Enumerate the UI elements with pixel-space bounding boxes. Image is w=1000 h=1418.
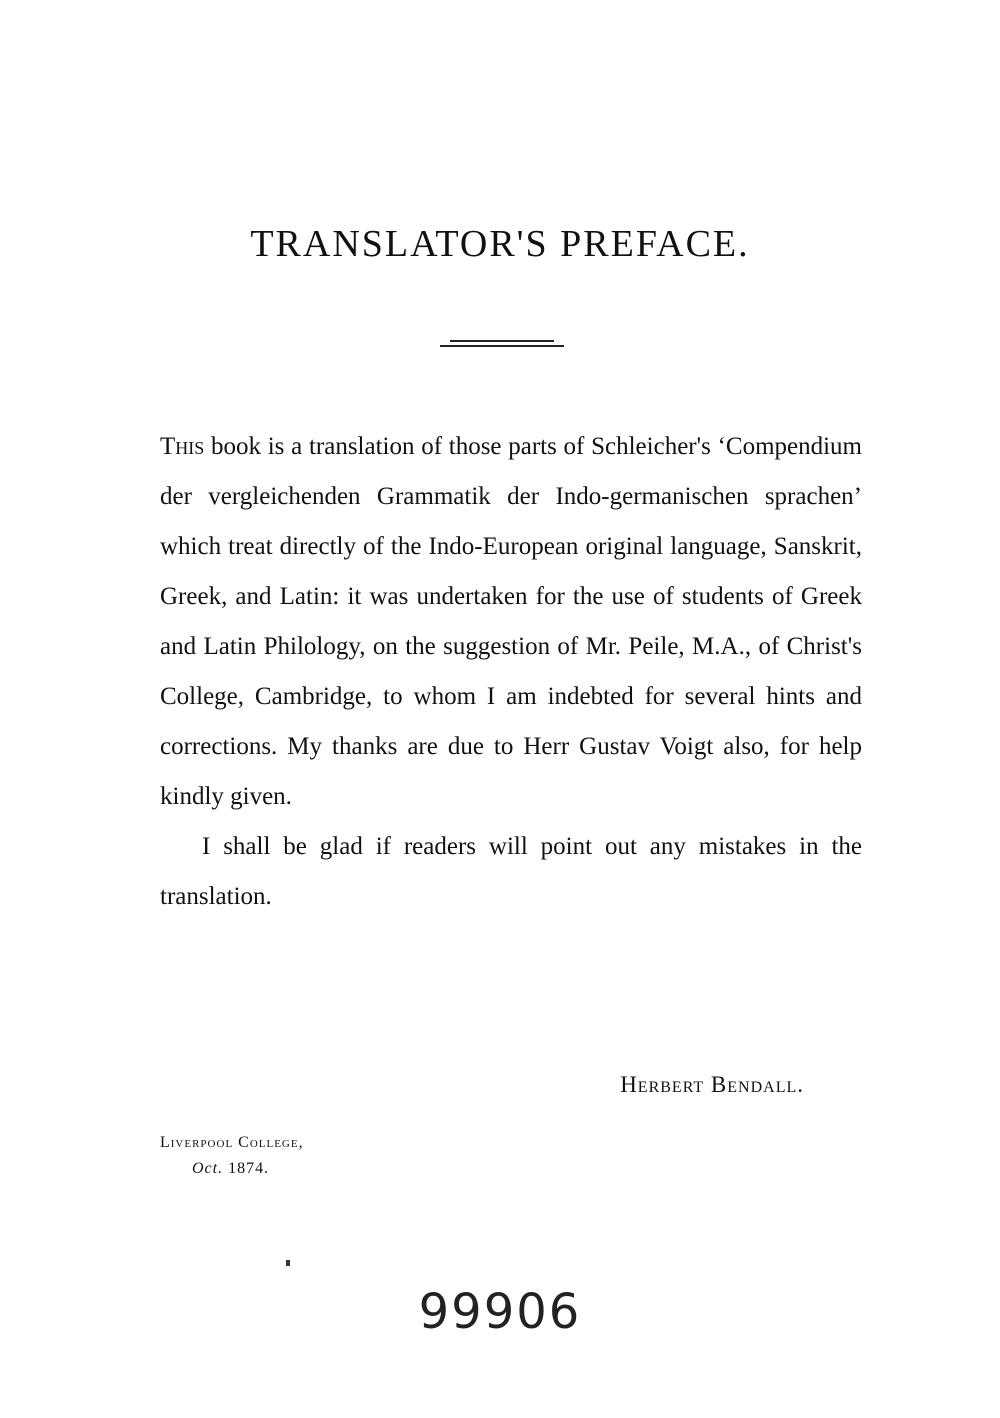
date-year: 1874. — [228, 1160, 270, 1177]
divider-line-top — [450, 340, 554, 342]
title-divider — [432, 340, 572, 350]
preface-paragraph-2: I shall be glad if readers will point out any mistakes in the translation. — [160, 833, 862, 910]
place-name: Liverpool College, — [160, 1134, 304, 1151]
page-title: TRANSLATOR'S PREFACE. — [250, 223, 750, 265]
place-and-date — [160, 1130, 304, 1182]
translator-signature: Herbert Bendall. — [620, 1072, 804, 1097]
paragraph-1-text: book is a translation of those parts of Schleicher's ‘Compendium der vergleichenden Grammatik der Indo-germanischen sprachen’ which treat directly of the Indo-European original language, Sanskrit, Greek, and Latin: it was undertaken for the use of students of Greek and Latin Philology, on the suggestion of Mr. Peile, M.A., of Christ's College, Cambridge, to whom I am indebted for several hints and corrections. My thanks are due to Herr Gustav Voigt also, for help kindly given. — [160, 433, 863, 810]
preface-paragraph-1 — [160, 422, 862, 822]
date-line — [160, 1156, 304, 1182]
library-stamp-number: 99906 — [418, 1284, 582, 1340]
date-month: Oct. — [192, 1160, 224, 1177]
ink-speck — [286, 1260, 290, 1266]
paragraph-1-first-word: This — [160, 433, 205, 460]
divider-line-bottom — [440, 345, 564, 347]
preface-body — [160, 422, 862, 922]
